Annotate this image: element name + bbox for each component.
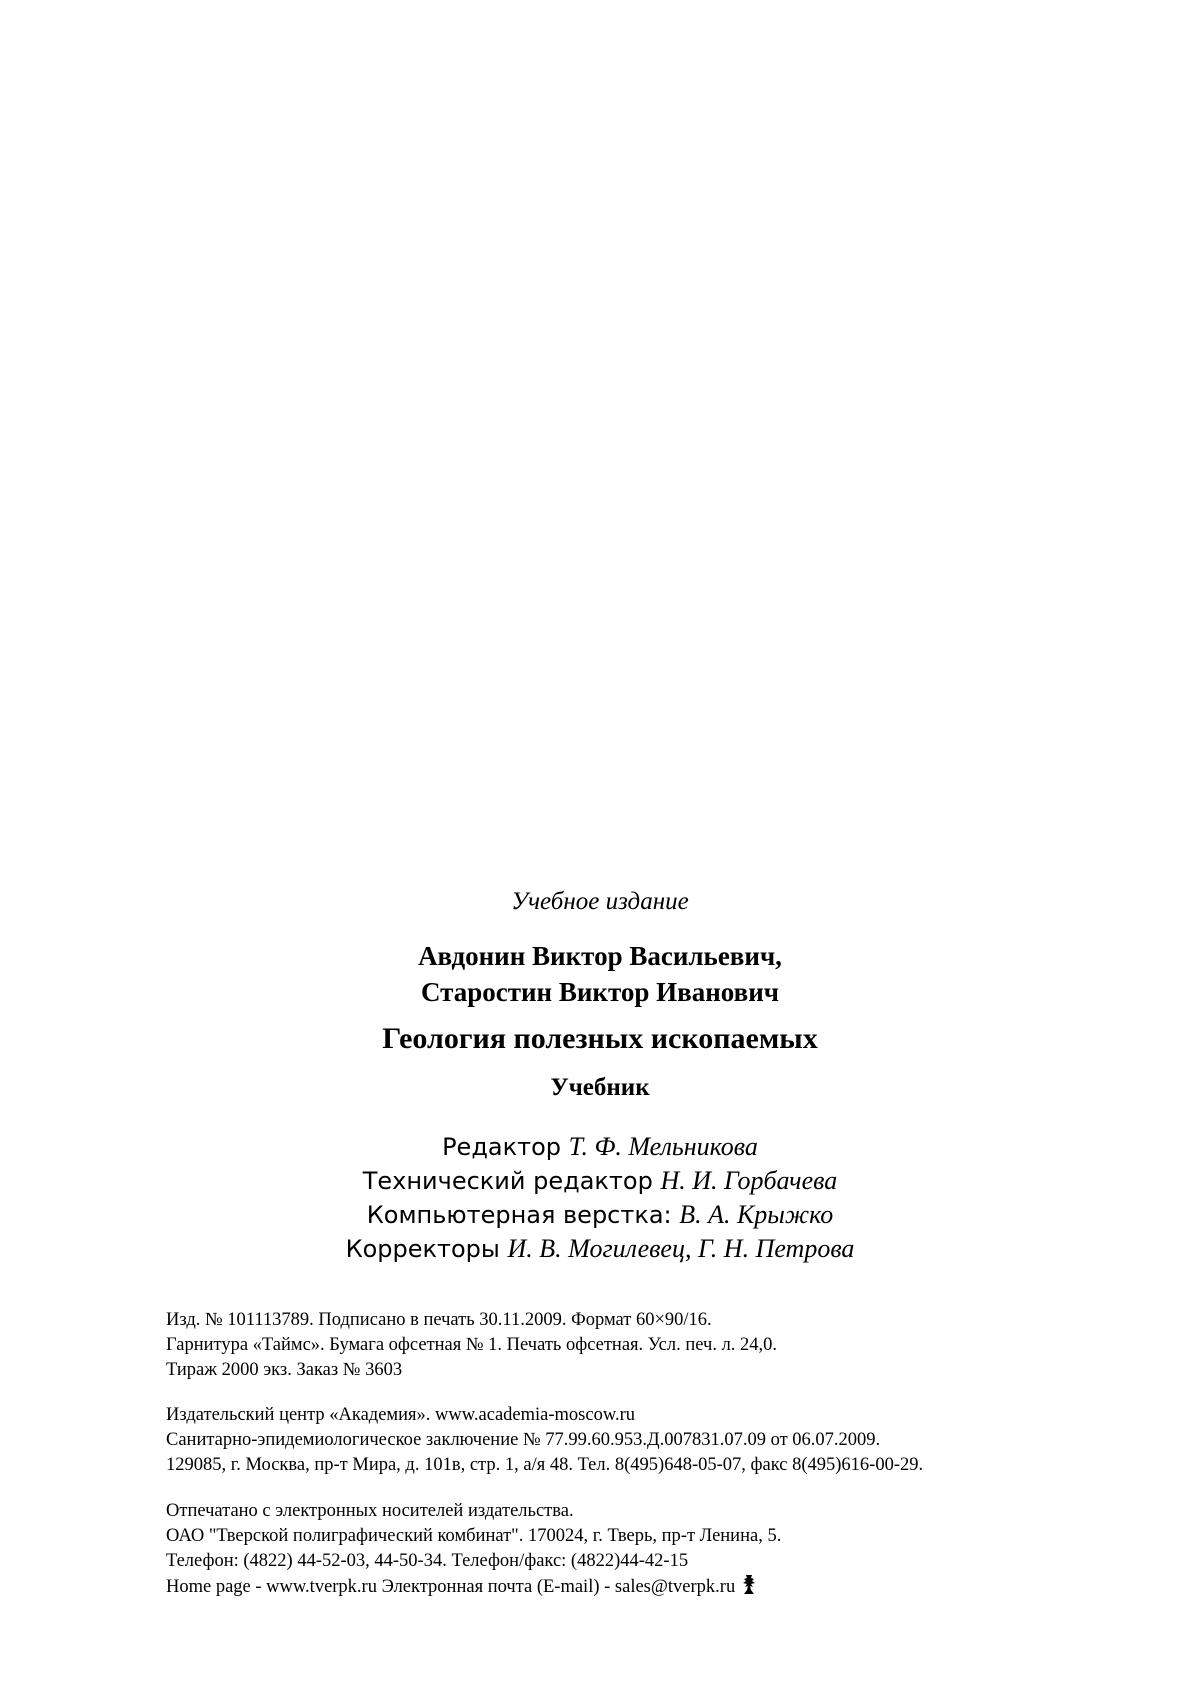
- publisher-info: [166, 1403, 1176, 1478]
- edition-type: Учебное издание: [511, 888, 689, 915]
- book-kind: Учебник: [550, 1074, 650, 1101]
- credit-role: Корректоры: [345, 1235, 500, 1263]
- author-2: Старостин Виктор Иванович: [421, 977, 779, 1007]
- credit-names: Н. И. Горбачева: [660, 1166, 838, 1195]
- printer-contacts: Home page - www.tverpk.ru Электронная почта (E-mail) - sales@tverpk.ru: [166, 1577, 736, 1597]
- credit-layout: [0, 1198, 1200, 1232]
- credit-editor: [0, 1130, 1200, 1164]
- printer-info-line-last: [166, 1574, 1176, 1600]
- credit-role: Технический редактор: [362, 1167, 653, 1195]
- credit-names: И. В. Могилевец, Г. Н. Петрова: [507, 1234, 855, 1263]
- credit-role: Компьютерная верстка:: [366, 1201, 672, 1229]
- printer-info-line: ОАО "Тверской полиграфический комбинат". 170024, г. Тверь, пр-т Ленина, 5.: [166, 1526, 782, 1546]
- publisher-info-line: Издательский центр «Академия». www.academia-moscow.ru: [166, 1405, 636, 1425]
- print-info-line: Гарнитура «Таймс». Бумага офсетная № 1. Печать офсетная. Усл. печ. л. 24,0.: [166, 1335, 778, 1355]
- credit-names: Т. Ф. Мельникова: [568, 1132, 758, 1161]
- printer-info-line: Отпечатано с электронных носителей издательства.: [166, 1501, 574, 1521]
- author-1: Авдонин Виктор Васильевич,: [418, 941, 782, 971]
- credit-proofreaders: [0, 1232, 1200, 1266]
- book-title: Геология полезных ископаемых: [382, 1022, 818, 1055]
- credit-names: В. А. Крыжко: [679, 1200, 834, 1229]
- print-info-line: Изд. № 101113789. Подписано в печать 30.11.2009. Формат 60×90/16.: [166, 1310, 712, 1330]
- printer-info: [166, 1499, 1176, 1600]
- authors: [0, 938, 1200, 1010]
- print-info: [166, 1308, 1176, 1383]
- credits: [0, 1130, 1200, 1266]
- print-info-line: Тираж 2000 экз. Заказ № 3603: [166, 1360, 403, 1380]
- printer-logo-icon: [741, 1574, 757, 1596]
- printer-info-line: Телефон: (4822) 44-52-03, 44-50-34. Телефон/факс: (4822)44-42-15: [166, 1551, 689, 1571]
- publisher-info-line: Санитарно-эпидемиологическое заключение № 77.99.60.953.Д.007831.07.09 от 06.07.2009.: [166, 1430, 881, 1450]
- credit-role: Редактор: [442, 1133, 562, 1161]
- credit-tech-editor: [0, 1164, 1200, 1198]
- publisher-info-line: 129085, г. Москва, пр-т Мира, д. 101в, стр. 1, а/я 48. Тел. 8(495)648-05-07, факс 8(495)616-00-29.: [166, 1455, 924, 1475]
